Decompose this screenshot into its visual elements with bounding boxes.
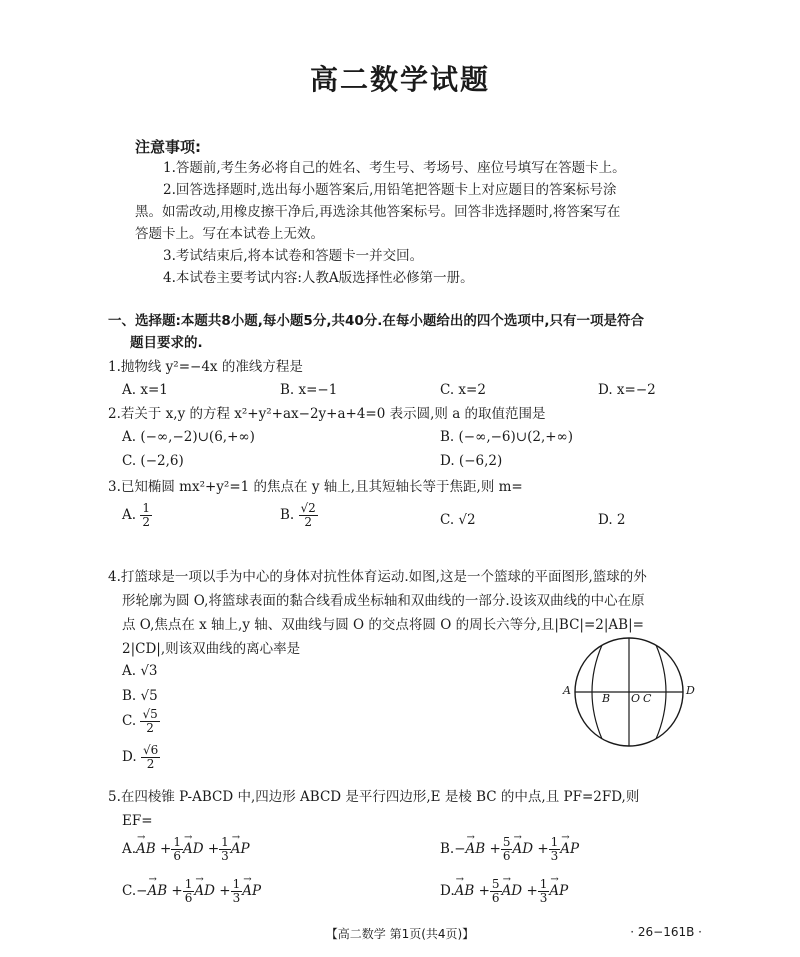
q2-option-d: D. (−6,2) (440, 453, 503, 469)
page-footer: 【高二数学 第1页(共4页)】 (325, 927, 475, 941)
q2-stem: 2.若关于 x,y 的方程 x²+y²+ax−2y+a+4=0 表示圆,则 a 的取值范围是 (108, 406, 546, 422)
section-heading-cont: 题目要求的. (130, 335, 203, 351)
q4-stem-line4: 2|CD|,则该双曲线的离心率是 (122, 641, 301, 657)
q4-stem-line1: 4.打篮球是一项以手为中心的身体对抗性体育运动.如图,这是一个篮球的平面图形,篮球的外 (108, 569, 647, 585)
paper-code: · 26−161B · (630, 925, 702, 939)
q5-option-d: D.→ AB + $\frac{5}{6}$ → AD + $\frac{1}{3}$ → AP (440, 878, 568, 905)
q3-option-b: B. $\frac{√2}{2}$ (280, 501, 316, 529)
note-3: 3.考试结束后,将本试卷和答题卡一并交回。 (163, 248, 424, 264)
q5-option-c: C.−→ AB + $\frac{1}{6}$ → AD + $\frac{1}{3}$ → AP (122, 878, 261, 905)
note-2-end: 答题卡上。写在本试卷上无效。 (135, 226, 324, 242)
label-d: D (686, 684, 695, 697)
q1-option-d: D. x=−2 (598, 382, 656, 398)
q5-option-b: B.−→ AB + $\frac{5}{6}$ → AD + $\frac{1}{3}$ → AP (440, 836, 579, 863)
q3-option-a: A. $\frac{1}{2}$ (122, 501, 150, 529)
q5-option-a: A.→ AB + $\frac{1}{6}$ → AD + $\frac{1}{3}$ → AP (122, 836, 250, 863)
note-2-cont: 黑。如需改动,用橡皮擦干净后,再选涂其他答案标号。回答非选择题时,将答案写在 (135, 204, 621, 220)
q1-option-c: C. x=2 (440, 382, 486, 398)
q5-stem-line1: 5.在四棱锥 P-ABCD 中,四边形 ABCD 是平行四边形,E 是棱 BC 的中点,且 PF=2FD,则 (108, 789, 640, 805)
q4-option-c: C. $\frac{√5}{2}$ (122, 707, 158, 735)
q4-stem-line2: 形轮廓为圆 O,将篮球表面的黏合线看成坐标轴和双曲线的一部分.设该双曲线的中心在原 (122, 593, 645, 609)
page-title: 高二数学试题 (309, 63, 490, 96)
q4-option-b: B. √5 (122, 688, 158, 704)
q3-option-d: D. 2 (598, 512, 626, 528)
q2-option-b: B. (−∞,−6)∪(2,+∞) (440, 429, 574, 445)
label-b: B (602, 692, 611, 705)
note-1: 1.答题前,考生务必将自己的姓名、考生号、考场号、座位号填写在答题卡上。 (163, 160, 626, 176)
q4-stem-line3: 点 O,焦点在 x 轴上,y 轴、双曲线与圆 O 的交点将圆 O 的周长六等分,且|BC|=2|AB|= (122, 617, 644, 633)
label-o: O (631, 692, 641, 705)
note-4: 4.本试卷主要考试内容:人教A版选择性必修第一册。 (163, 270, 474, 286)
basketball-figure (558, 636, 700, 754)
q2-option-c: C. (−2,6) (122, 453, 184, 469)
label-c: C (643, 692, 652, 705)
q1-option-b: B. x=−1 (280, 382, 338, 398)
label-a: A (563, 684, 571, 697)
q4-option-a: A. √3 (122, 663, 158, 679)
notes-heading: 注意事项: (135, 138, 201, 156)
q3-stem: 3.已知椭圆 mx²+y²=1 的焦点在 y 轴上,且其短轴长等于焦距,则 m= (108, 479, 523, 495)
q2-option-a: A. (−∞,−2)∪(6,+∞) (122, 429, 255, 445)
q1-stem: 1.抛物线 y²=−4x 的准线方程是 (108, 359, 303, 375)
q5-stem-line2: EF= (122, 813, 153, 829)
q4-option-d: D. $\frac{√6}{2}$ (122, 743, 159, 771)
section-heading: 一、选择题:本题共8小题,每小题5分,共40分.在每小题给出的四个选项中,只有一项是符合 (108, 313, 644, 329)
note-2: 2.回答选择题时,选出每小题答案后,用铅笔把答题卡上对应题目的答案标号涂 (163, 182, 617, 198)
q3-option-c: C. √2 (440, 512, 476, 528)
q1-option-a: A. x=1 (122, 382, 168, 398)
